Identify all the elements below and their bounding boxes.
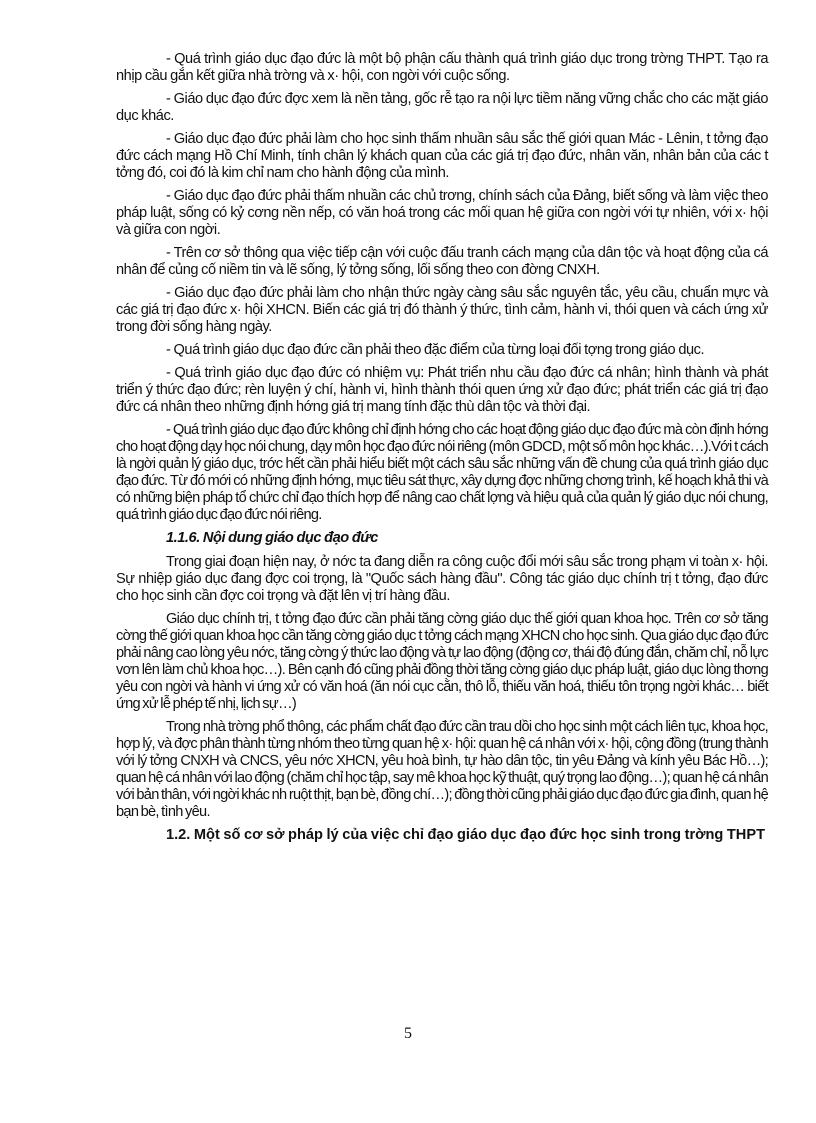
paragraph-education-foundation: - Giáo dục đạo đức đợc xem là nền tảng, gốc rễ tạo ra nội lực tiềm năng vững chắc cho các mặt giáo dục khác. xyxy=(116,91,768,124)
paragraph-education-orientation: - Quá trình giáo dục đạo đức không chỉ định hớng cho các hoạt động giáo dục đạo đức mà còn định hớng cho hoạt động dạy học nói chung, dạy môn học đạo đức nói riêng (môn GDCD, một số môn học khác…).Với t cách là ngời quản lý giáo dục, trớc hết cần phải hiểu biết một cách sâu sắc những vấn đề chung của quá trình giáo dục đạo đức. Từ đó mới có những định hớng, mục tiêu sát thực, xây dựng đợc những chơng trình, kế hoạch khả thi và có những biện pháp tổ chức chỉ đạo thích hợp để nâng cao chất lợng và hiệu quả của quản lý giáo dục nói chung, quá trình giáo dục đạo đức nói riêng. xyxy=(116,422,768,523)
paragraph-revolutionary-basis: - Trên cơ sở thông qua việc tiếp cận với cuộc đấu tranh cách mạng của dân tộc và hoạt động của cá nhân để củng cố niềm tin và lẽ sống, lý tởng sống, lối sống theo con đờng CNXH. xyxy=(116,245,768,278)
paragraph-current-period: Trong giai đoạn hiện nay, ở nớc ta đang diễn ra công cuộc đổi mới sâu sắc trong phạm vi toàn x· hội. Sự nhiệp giáo dục đang đợc coi trọng, là "Quốc sách hàng đầu". Công tác giáo dục chính trị t tởng, đạo đức cho học sinh cần đợc coi trọng và đặt lên vị trí hàng đầu. xyxy=(116,554,768,604)
paragraph-socialist-values: - Giáo dục đạo đức phải làm cho nhận thức ngày càng sâu sắc nguyên tắc, yêu cầu, chuẩn mực và các giá trị đạo đức x· hội XHCN. Biến các giá trị đó thành ý thức, tình cảm, hành vi, thói quen và cách ứng xử trong đời sống hàng ngày. xyxy=(116,285,768,335)
page-body xyxy=(116,51,768,844)
paragraph-education-component: - Quá trình giáo dục đạo đức là một bộ phận cấu thành quá trình giáo dục trong trờng THPT. Tạo ra nhịp cầu gắn kết giữa nhà trờng và x· hội, con ngời với cuộc sống. xyxy=(116,51,768,84)
paragraph-party-policy: - Giáo dục đạo đức phải thấm nhuần các chủ trơng, chính sách của Đảng, biết sống và làm việc theo pháp luật, sống có kỷ cơng nền nếp, có văn hoá trong các mối quan hệ giữa con ngời với tự nhiên, với x· hội và giữa con ngời. xyxy=(116,188,768,238)
paragraph-target-characteristics: - Quá trình giáo dục đạo đức cần phải theo đặc điểm của từng loại đối tợng trong giáo dục. xyxy=(166,342,705,358)
paragraph-worldview: - Giáo dục đạo đức phải làm cho học sinh thấm nhuần sâu sắc thế giới quan Mác - Lênin, t tởng đạo đức cách mạng Hồ Chí Minh, tính chân lý khách quan của các giá trị đạo đức, nhân văn, nhân bản của các t tởng đó, coi đó là kim chỉ nam cho hành động của mình. xyxy=(116,131,768,181)
section-heading-1-2: 1.2. Một số cơ sở pháp lý của việc chỉ đạo giáo dục đạo đức học sinh trong trờng THPT xyxy=(166,827,765,843)
section-heading-1-1-6: 1.1.6. Nội dung giáo dục đạo đức xyxy=(166,530,378,546)
page-number: 5 xyxy=(404,1025,412,1042)
paragraph-education-tasks: - Quá trình giáo dục đạo đức có nhiệm vụ: Phát triển nhu cầu đạo đức cá nhân; hình thành và phát triển ý thức đạo đức; rèn luyện ý chí, hành vi, hình thành thói quen ứng xử đạo đức; phát triển các giá trị đạo đức cá nhân theo những định hớng giá trị mang tính đặc thù dân tộc và thời đại. xyxy=(116,365,768,415)
paragraph-moral-qualities: Trong nhà trờng phổ thông, các phẩm chất đạo đức cần trau dồi cho học sinh một cách liên tục, khoa học, hợp lý, và đợc phân thành từng nhóm theo từng quan hệ x· hội: quan hệ cá nhân với x· hội, cộng đồng (trung thành với lý tởng CNXH và CNCS, yêu nớc XHCN, yêu hoà bình, tự hào dân tộc, tin yêu Đảng và kính yêu Bác Hồ…); quan hệ cá nhân với lao động (chăm chỉ học tập, say mê khoa học kỹ thuật, quý trọng lao động…); quan hệ cá nhân với bản thân, với ngời khác nh ruột thịt, bạn bè, đồng chí…); đồng thời cũng phải giáo dục đạo đức gia đình, quan hệ bạn bè, tình yêu. xyxy=(116,719,768,820)
paragraph-political-education: Giáo dục chính trị, t tởng đạo đức cần phải tăng cờng giáo dục thế giới quan khoa học. Trên cơ sở tăng cờng thế giới quan khoa học cần tăng cờng giáo dục t tởng cách mạng XHCN cho học sinh. Qua giáo dục đạo đức phải nâng cao lòng yêu nớc, tăng cờng ý thức lao động và tự lao động (động cơ, thái độ đúng đắn, chăm chỉ, nỗ lực vơn lên làm chủ khoa học…). Bên cạnh đó cũng phải đồng thời tăng cờng giáo dục pháp luật, giáo dục lòng thơng yêu con ngời và hành vi ứng xử có văn hoá (ăn nói cục cằn, thô lỗ, thiếu văn hoá, thiếu tôn trọng ngời khác… biết ứng xử lễ phép tế nhị, lịch sự…) xyxy=(116,611,768,712)
